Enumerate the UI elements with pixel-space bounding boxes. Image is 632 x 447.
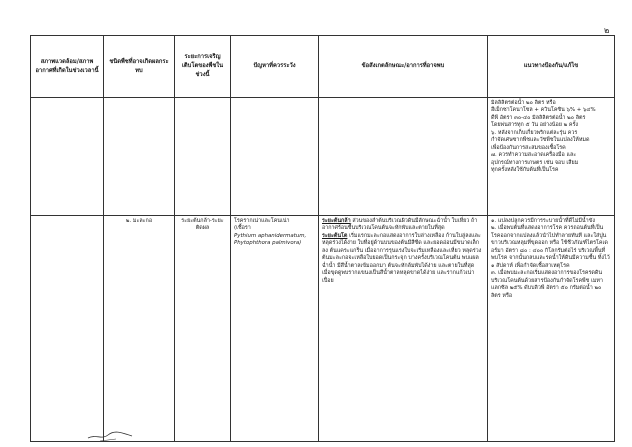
header-stage: ระยะการเจริญเติบโตของพืชในช่วงนี้ xyxy=(175,36,231,98)
table-row xyxy=(31,216,615,442)
prevention-line: ๒. เมื่อพบต้นที่แสดงอาการโรค ควรถอนต้นที่เป็นโรคออกจากแปลงแล้วนำไปทำลายทันที และใส่ปูนขาวบริเวณหลุมที่ขุดออก หรือ ใช้ชีวภัณฑ์ไตรโคเดอร์มา อัตรา ๘๐ : ๔๐๐ กิโลกรัมต่อไร่ บริเวณพื้นที่พบโรค จากนั้นกลบและรดน้ำให้ดินมีความชื้น ทิ้งไว้ ๑ สัปดาห์ เพื่อกำจัดเชื้อสาเหตุโรค xyxy=(491,225,610,269)
signature-mark xyxy=(86,424,134,444)
cell-symptoms xyxy=(319,216,488,442)
pathogen-intro: (เชื้อรา xyxy=(234,225,251,232)
prevention-line: โดยพ่นสารทุก ๕ วัน อย่างน้อย ๒ ครั้ง xyxy=(491,122,579,129)
cell-prevention xyxy=(488,98,615,216)
advisory-table xyxy=(30,35,615,442)
pathogen-name: Pythium aphanidermatum, xyxy=(234,232,307,239)
prevention-line: กำจัดเศษซากพืชและวัชพืชในแปลงให้หมด xyxy=(491,137,590,144)
prevention-line: ๗. ควรทำความสะอาดเครื่องมือ และ xyxy=(491,152,577,159)
prevention-line: ๓. เมื่อพบมะละกอเริ่มแสดงอาการของโรครดดินบริเวณโคนต้นด้วยสารป้องกันกำจัดโรคพืช เมทาแลกซิล ๒๕% ดับบลิวพี อัตรา ๕๐ กรัมต่อน้ำ ๒๐ ลิตร หรือ xyxy=(491,270,603,299)
cell-problem xyxy=(231,98,319,216)
prevention-line: ๑. แปลงปลูกควรมีการระบายน้ำที่ดีไม่มีน้ำขัง xyxy=(491,218,595,224)
cell-stage xyxy=(175,98,231,216)
cell-crop xyxy=(104,98,175,216)
pathogen-name: Phytophthora palmivora) xyxy=(234,240,302,247)
cell-environment xyxy=(31,98,104,216)
problem-name: โรครากเน่าและโคนเน่า xyxy=(234,218,290,224)
prevention-line: ทุกครั้งหลังใช้กับต้นที่เป็นโรค xyxy=(491,167,559,174)
header-crop: ชนิดพืชที่อาจเกิดผลกระทบ xyxy=(104,36,175,98)
symptom-mature xyxy=(322,233,484,285)
prevention-line: มิลลิลิตรต่อน้ำ ๒๐ ลิตร หรือ xyxy=(491,100,556,106)
symptom-text: เริ่มแรกมะละกอแสดงอาการใบล่างเหลือง ก้านใบลู่ลงและหลุดร่วงได้ง่าย ใบที่อยู่ด้านบนของต้นมีสีซีด และยอดอ่อนมีขนาดเล็กลง ต้นแคระแกร็น เมื่ออาการรุนแรงใบจะเริ่มเหลืองและเหี่ยว หลุดร่วง ต้นมะละกอจะเหลือใบยอดเป็นกระจุก บางครั้งบริเวณโคนต้น พบแผลฉ่ำน้ำ มีสีน้ำตาลเข้มออกมา ต้นจะหักล้มพับได้ง่าย และตายในที่สุด เมื่อขุดดูพบรากแขนงเป็นสีน้ำตาลหลุดขาดได้ง่าย และรากแก้วเน่าเปื่อย xyxy=(322,232,482,284)
cell-environment xyxy=(31,216,104,442)
symptom-text: ส่วนของลำต้นบริเวณผิวดินมีลักษณะฉ่ำน้ำ ใบเหี่ยว ถ้าอากาศร้อนชื้นบริเวณโคนต้นจะหักพับและตายในที่สุด xyxy=(322,218,478,232)
cell-problem xyxy=(231,216,319,442)
symptom-label: ระยะต้นกล้า xyxy=(322,218,351,224)
header-prevention: แนวทางป้องกัน/แก้ไข xyxy=(488,36,615,98)
page-number: ๒ xyxy=(604,26,610,35)
symptom-label: ระยะต้นโต xyxy=(322,232,348,239)
header-environment: สภาพแวดล้อม/สภาพอากาศที่เกิดในช่วงเวลานี้ xyxy=(31,36,104,98)
header-symptoms: ข้อสังเกตลักษณะ/อาการที่อาจพบ xyxy=(319,36,488,98)
table-row xyxy=(31,98,615,216)
prevention-line: เพื่อป้องกันการสะสมของเชื้อโรค xyxy=(491,144,566,151)
cell-prevention xyxy=(488,216,615,442)
cell-stage: ระยะต้นกล้า-ระยะติดผล xyxy=(175,216,231,442)
table-header-row xyxy=(31,36,615,98)
symptom-seedling xyxy=(322,218,484,233)
cell-symptoms xyxy=(319,98,488,216)
cell-crop: ๒. มะละกอ xyxy=(104,216,175,442)
prevention-line: ๖. หลังจากเก็บเกี่ยวพริกแต่ละรุ่น ควร xyxy=(491,129,578,136)
header-problem: ปัญหาที่ควรระวัง xyxy=(231,36,319,98)
prevention-line: อุปกรณ์ทางการเกษตร เช่น จอบ เสียม xyxy=(491,159,579,166)
prevention-line: ฮีเม็กซาโคนาโซล + ควินโคซิน ๖% + ๖๔% xyxy=(491,107,596,114)
prevention-line: ดีพี อัตรา ๓๐-๔๐ มิลลิลิตรต่อน้ำ ๒๐ ลิตร xyxy=(491,114,586,121)
